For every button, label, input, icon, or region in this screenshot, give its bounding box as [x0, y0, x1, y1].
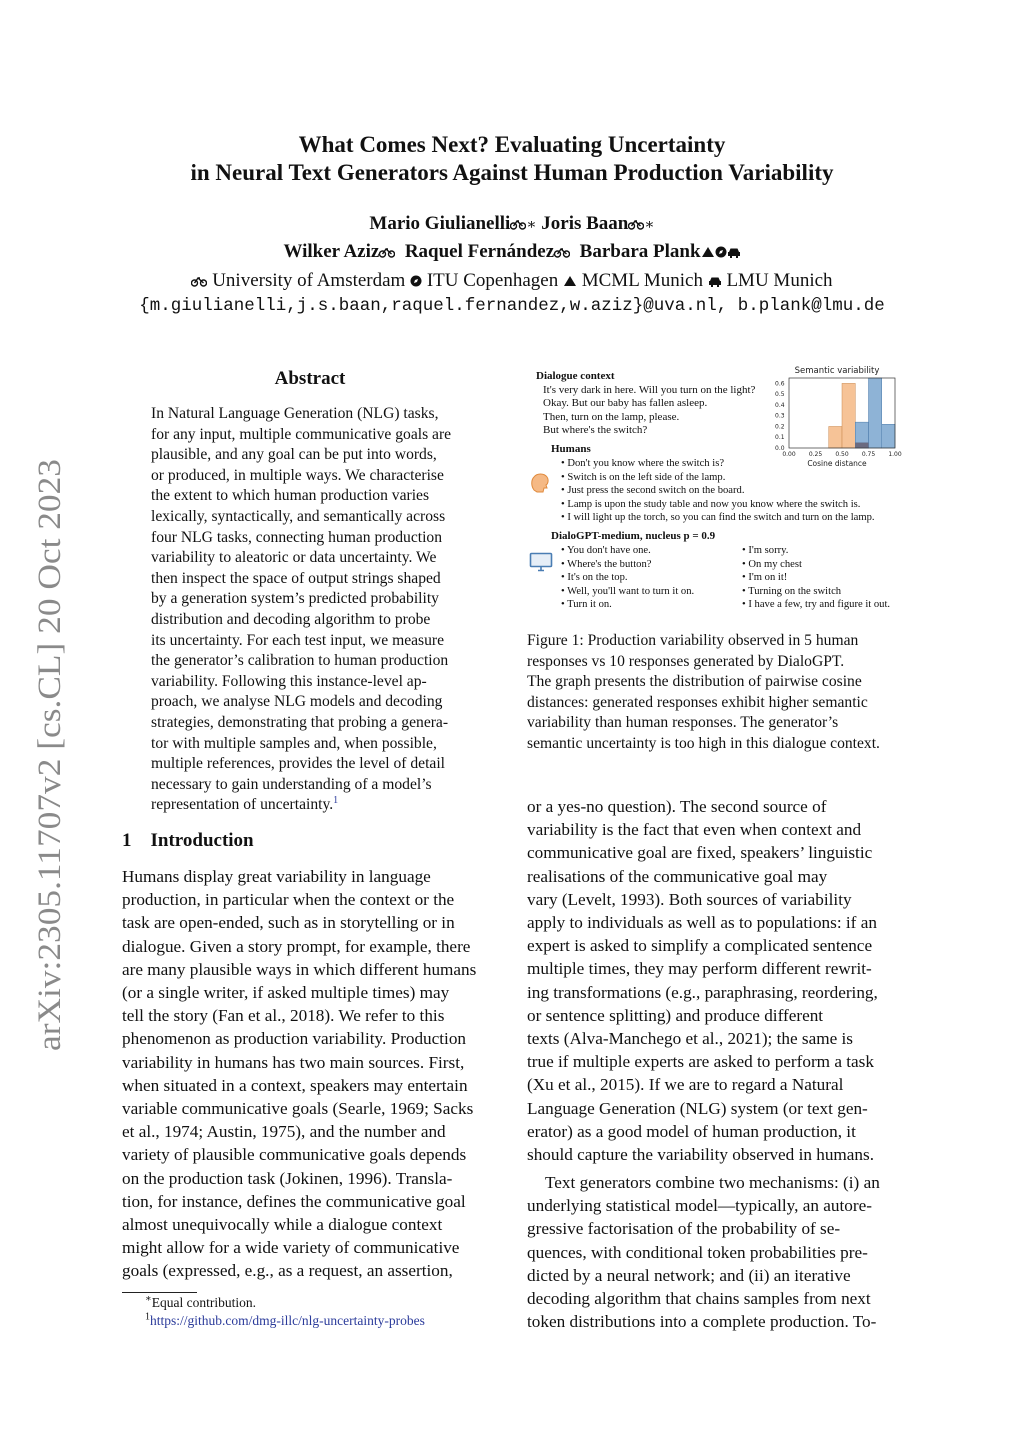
caption-line: Figure 1: Production variability observed in 5 human: [527, 632, 859, 649]
x-tick-label: 0.25: [808, 451, 823, 458]
intro-line: dialogue. Given a story prompt, for example, there: [122, 936, 471, 956]
abstract-line: or produced, in multiple ways. We characterise: [151, 466, 444, 484]
body-line: dicted by a neural network; and (ii) an iterative: [527, 1265, 851, 1285]
abstract-line: the generator’s calibration to human production: [151, 652, 449, 670]
chart-title: Semantic variability: [794, 366, 880, 376]
caption-line: semantic uncertainty is too high in this dialogue context.: [527, 734, 880, 752]
intro-line: when situated in a context, speakers may entertain: [122, 1075, 468, 1095]
section-heading-introduction: [122, 830, 254, 852]
intro-line: (or a single writer, if asked multiple times) may: [122, 983, 450, 1003]
bicycle-icon: [628, 214, 644, 236]
abstract-line: necessary to gain understanding of a model’s: [151, 775, 432, 793]
body-line: underlying statistical model—typically, an autore-: [527, 1196, 872, 1216]
compass-icon: [410, 271, 422, 293]
footnote-mark: ∗: [145, 1293, 152, 1305]
affiliation: LMU Munich: [726, 270, 833, 291]
compass-icon: [715, 242, 727, 264]
human-response: • Just press the second switch on the board.: [561, 485, 745, 496]
body-line: gressive factorisation of the probability of se-: [527, 1219, 841, 1239]
section-title: Introduction: [150, 830, 254, 851]
model-response: • Where's the button?: [561, 558, 652, 570]
histogram-overlap: [855, 443, 868, 448]
car-icon: [727, 242, 741, 264]
y-tick-label: 0.5: [775, 391, 785, 399]
y-tick-label: 0.3: [775, 412, 785, 420]
context-line: Okay. But our baby has fallen asleep.: [543, 397, 708, 410]
abstract-line: variability to aleatoric or data uncertainty. We: [151, 549, 437, 567]
mountain-icon: [701, 242, 715, 264]
footnote-rule: [122, 1292, 197, 1293]
abstract-line: plausible, and any goal can be put into words,: [151, 446, 437, 464]
intro-body: [122, 865, 497, 1283]
context-line: Then, turn on the lamp, please.: [543, 410, 680, 423]
y-tick-label: 0.0: [775, 445, 785, 452]
model-response: • It's on the top.: [561, 572, 628, 583]
body-line: token distributions into a complete production. To-: [527, 1312, 877, 1332]
body-line: Language Generation (NLG) system (or text gen-: [527, 1098, 868, 1118]
affiliation: MCML Munich: [581, 270, 703, 291]
body-line: ing transformations (e.g., paraphrasing, reordering,: [527, 982, 878, 1002]
intro-line: variability in humans has two main sources. First,: [122, 1052, 465, 1072]
author-name: Mario Giulianelli: [369, 213, 511, 234]
abstract-line: by a generation system’s predicted probability: [151, 590, 439, 608]
body-line: expert is asked to simplify a complicated sentence: [527, 936, 873, 956]
x-tick-label: 0.75: [861, 451, 876, 458]
body-line: or a yes-no question). The second source of: [527, 797, 827, 816]
abstract-line: strategies, demonstrating that probing a genera-: [151, 713, 449, 731]
model-responses-col2: [742, 544, 890, 612]
dialogue-context-label: Dialogue context: [536, 370, 615, 382]
intro-line: et al., 1974; Austin, 1975), and the number and: [122, 1122, 446, 1142]
model-response: • Turning on the switch: [742, 585, 842, 597]
intro-line: tell the story (Fan et al., 2018). We refer to this: [122, 1006, 445, 1026]
model-response: • Turn it on.: [561, 599, 612, 610]
x-tick-label: 0.50: [835, 451, 849, 458]
human-head-icon: [530, 472, 550, 499]
abstract-line: multiple references, provides the level of detail: [151, 755, 445, 773]
caption-line: variability than human responses. The generator’s: [527, 714, 839, 732]
y-tick-label: 0.2: [775, 423, 785, 431]
abstract-line: tor with multiple samples and, when possible,: [151, 734, 437, 752]
footnote-mark: 1: [145, 1311, 150, 1323]
human-response: • Lamp is upon the study table and now you know where the switch is.: [561, 498, 861, 510]
caption-line: distances: generated responses exhibit higher semantic: [527, 693, 868, 711]
y-tick-label: 0.1: [775, 434, 785, 442]
arxiv-stamp: [16, 455, 76, 1055]
author-name: Wilker Aziz: [283, 241, 380, 262]
body-line: should capture the variability observed in humans.: [527, 1145, 875, 1165]
equal-contrib-mark: ∗: [644, 217, 655, 233]
intro-line: task are open-ended, such as in storytelling or in: [122, 913, 455, 933]
section-number: 1: [122, 830, 132, 851]
caption-line: responses vs 10 responses generated by DialoGPT.: [527, 652, 845, 670]
abstract-line: proach, we analyse NLG models and decoding: [151, 693, 443, 711]
y-tick-label: 0.4: [775, 401, 785, 409]
model-response: • Well, you'll want to turn it on.: [561, 585, 695, 597]
abstract-line: [151, 795, 469, 816]
model-response: • You don't have one.: [561, 545, 651, 556]
humans-label: Humans: [551, 443, 591, 455]
footnote-text: Equal contribution.: [151, 1295, 257, 1310]
intro-line: variety of plausible communicative goals depends: [122, 1145, 467, 1165]
abstract-line: distribution and decoding algorithm to probe: [151, 610, 431, 628]
body-line: or sentence splitting) and produce different: [527, 1005, 824, 1025]
intro-line: might allow for a wide variety of communicative: [122, 1238, 460, 1258]
right-column-para-1: [527, 795, 903, 1166]
footnote-ref[interactable]: 1: [333, 795, 339, 807]
title-line-1: What Comes Next? Evaluating Uncertainty: [298, 132, 726, 157]
abstract-body: [151, 404, 469, 816]
intro-line: phenomenon as production variability. Production: [122, 1029, 467, 1049]
model-label: DialoGPT-medium, nucleus p = 0.9: [551, 530, 716, 542]
body-line: realisations of the communicative goal may: [527, 866, 828, 886]
arxiv-id: arXiv:2305.11707v2 [cs.CL] 20 Oct 2023: [32, 498, 68, 1051]
x-tick-label: 0.00: [782, 451, 796, 458]
caption-line: The graph presents the distribution of pairwise cosine: [527, 673, 862, 691]
histogram-bar-humans: [842, 383, 855, 448]
body-line: decoding algorithm that chains samples from next: [527, 1289, 871, 1309]
context-line: It's very dark in here. Will you turn on the light?: [543, 384, 756, 396]
y-tick-label: 0.6: [775, 380, 785, 388]
intro-line: production, in particular when the context or the: [122, 890, 455, 910]
affiliation: University of Amsterdam: [212, 270, 406, 291]
affiliations-row: [0, 270, 1024, 293]
intro-line: Humans display great variability in language: [122, 867, 431, 886]
intro-line: variable communicative goals (Searle, 1969; Sacks: [122, 1099, 474, 1119]
intro-line: almost unequivocally while a dialogue context: [122, 1215, 443, 1235]
body-line: true if multiple experts are asked to perform a task: [527, 1052, 874, 1072]
model-responses-col1: [561, 544, 694, 612]
intro-line: tion, for instance, defines the communicative goal: [122, 1191, 466, 1211]
figure-1-caption: [527, 631, 903, 755]
authors-row-1: [0, 213, 1024, 236]
abstract-line: In Natural Language Generation (NLG) tasks,: [151, 405, 439, 422]
body-line: vary (Levelt, 1993). Both sources of variability: [527, 889, 852, 909]
right-column-para-2: [527, 1171, 903, 1333]
affiliation: ITU Copenhagen: [426, 270, 559, 291]
mountain-icon: [563, 271, 577, 293]
abstract-line: variability. Following this instance-level ap-: [151, 672, 427, 690]
x-tick-label: 1.00: [888, 451, 902, 458]
body-line: Text generators combine two mechanisms: (i) an: [545, 1173, 880, 1192]
model-response: • I'm sorry.: [742, 545, 789, 556]
body-line: multiple times, they may perform different rewrit-: [527, 959, 872, 979]
monitor-icon: [529, 552, 553, 577]
abstract-line: then inspect the space of output strings shaped: [151, 569, 441, 587]
intro-line: goals (expressed, e.g., as a request, an assertion,: [122, 1261, 453, 1281]
model-response: • I'm on it!: [742, 572, 788, 583]
human-response: • I will light up the torch, so you can find the switch and turn on the lamp.: [561, 512, 875, 523]
body-line: erator) as a good model of human production, it: [527, 1121, 856, 1141]
body-line: quences, with conditional token probabilities pre-: [527, 1242, 868, 1262]
intro-line: on the production task (Jokinen, 1996). Transla-: [122, 1168, 453, 1188]
body-line: variability is the fact that even when context and: [527, 820, 862, 840]
bicycle-icon: [379, 242, 395, 264]
footnote-2: [145, 1313, 425, 1329]
author-emails: {m.giulianelli,j.s.baan,raquel.fernandez,w.aziz}@uva.nl, b.plank@lmu.de: [139, 296, 885, 316]
abstract-line: lexically, syntactically, and semantically across: [151, 507, 446, 525]
figure-1: [527, 362, 903, 617]
histogram-bar-humans: [829, 426, 842, 448]
intro-line: are many plausible ways in which different humans: [122, 959, 477, 979]
authors-row-2: [0, 241, 1024, 264]
body-line: texts (Alva-Manchego et al., 2021); the same is: [527, 1029, 853, 1049]
abstract-line: its uncertainty. For each test input, we measure: [151, 631, 445, 649]
abstract-line: for any input, multiple communicative goals are: [151, 425, 452, 443]
author-name: Barbara Plank: [579, 241, 701, 262]
title-line-2: in Neural Text Generators Against Human Production Variability: [190, 160, 834, 185]
semantic-variability-chart: [765, 362, 903, 468]
human-response: • Don't you know where the switch is?: [561, 458, 725, 469]
bicycle-icon: [191, 271, 207, 293]
abstract-line: four NLG tasks, connecting human production: [151, 528, 443, 546]
abstract-line: the extent to which human production varies: [151, 487, 430, 505]
bicycle-icon: [554, 242, 570, 264]
histogram-bar-model: [869, 378, 882, 448]
footnote-1: [145, 1295, 256, 1311]
body-line: communicative goal are fixed, speakers’ linguistic: [527, 843, 873, 863]
x-axis-label: Cosine distance: [807, 459, 867, 468]
car-icon: [708, 271, 722, 293]
abstract-last-text: representation of uncertainty.: [151, 796, 334, 814]
model-response: • On my chest: [742, 558, 802, 570]
author-name: Joris Baan: [541, 213, 629, 234]
human-response: • Switch is on the left side of the lamp.: [561, 471, 726, 483]
histogram-bar-model: [882, 424, 895, 448]
author-name: Raquel Fernández: [404, 241, 555, 262]
footnote-link[interactable]: https://github.com/dmg-illc/nlg-uncertainty-probes: [150, 1313, 425, 1328]
dialogue-context: [543, 384, 755, 438]
bicycle-icon: [510, 214, 526, 236]
body-line: apply to individuals as well as to populations: if an: [527, 913, 877, 933]
equal-contrib-mark: ∗: [526, 217, 537, 233]
context-line: But where's the switch?: [543, 424, 648, 437]
model-response: • I have a few, try and figure it out.: [742, 599, 891, 610]
body-line: (Xu et al., 2015). If we are to regard a Natural: [527, 1075, 844, 1095]
abstract-heading: Abstract: [274, 368, 346, 389]
